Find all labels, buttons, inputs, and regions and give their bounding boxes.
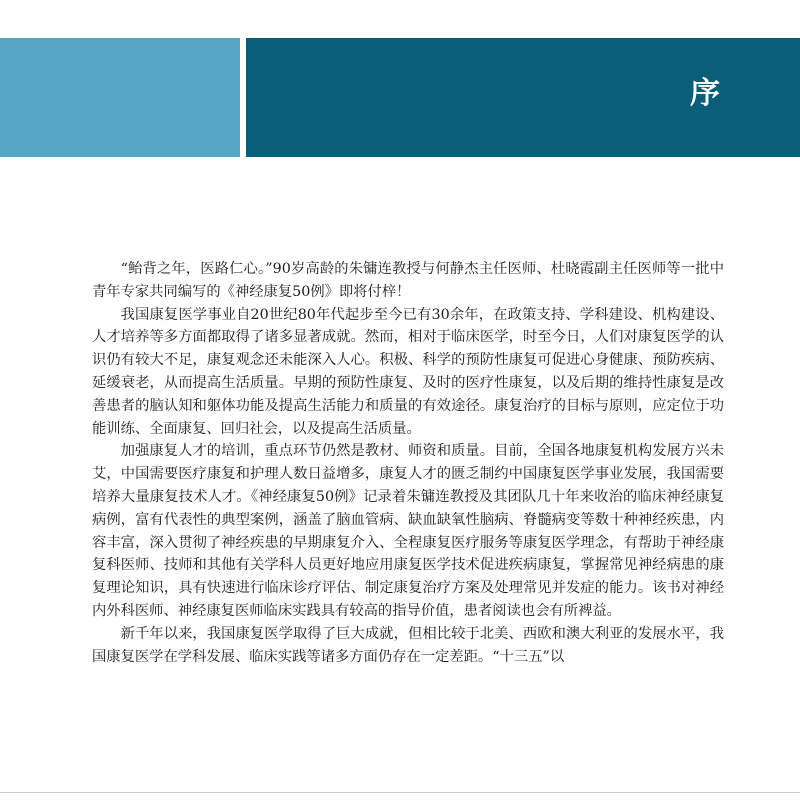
header-accent-block — [0, 38, 240, 157]
paragraph-2: 我国康复医学事业自20世纪80年代起步至今已有30余年，在政策支持、学科建设、机构建设、人才培养等多方面都取得了诸多显著成就。然而，相对于临床医学，时至今日，人们对康复医学的认识仍有较大不足，康复观念还未能深入人心。积极、科学的预防性康复可促进心身健康、预防疾病、延缓衰老，从而提高生活质量。早期的预防性康复、及时的医疗性康复，以及后期的维持性康复是改善患者的脑认知和躯体功能及提高生活能力和质量的有效途径。康复治疗的目标与原则，应定位于功能训练、全面康复、回归社会，以及提高生活质量。 — [92, 306, 724, 437]
header-title-block — [246, 38, 800, 157]
preface-body — [92, 258, 724, 668]
paragraph-4: 新千年以来，我国康复医学取得了巨大成就，但相比较于北美、西欧和澳大利亚的发展水平，我国康复医学在学科发展、临床实践等诸多方面仍存在一定差距。“十三五”以 — [92, 625, 724, 665]
page-bottom-divider — [0, 792, 800, 793]
paragraph-1: “鲐背之年，医路仁心。”90岁高龄的朱镛连教授与何静杰主任医师、杜晓霞副主任医师等一批中青年专家共同编写的《神经康复50例》即将付梓！ — [92, 261, 724, 300]
paragraph-3: 加强康复人才的培训，重点环节仍然是教材、师资和质量。目前，全国各地康复机构发展方兴未艾，中国需要医疗康复和护理人数日益增多，康复人才的匮乏制约中国康复医学事业发展，我国需要培养大量康复技术人才。《神经康复50例》记录着朱镛连教授及其团队几十年来收治的临床神经康复病例，富有代表性的典型案例，涵盖了脑血管病、缺血缺氧性脑病、脊髓病变等数十种神经疾患，内容丰富，深入贯彻了神经疾患的早期康复介入、全程康复医疗服务等康复医学理念，有帮助于神经康复科医师、技师和其他有关学科人员更好地应用康复医学技术促进疾病康复，掌握常见神经病患的康复理论知识，具有快速进行临床诊疗评估、制定康复治疗方案及处理常见并发症的能力。该书对神经内外科医师、神经康复医师临床实践具有较高的指导价值，患者阅读也会有所裨益。 — [92, 443, 724, 619]
header-banner — [0, 38, 800, 157]
page-title: 序 — [690, 76, 720, 111]
